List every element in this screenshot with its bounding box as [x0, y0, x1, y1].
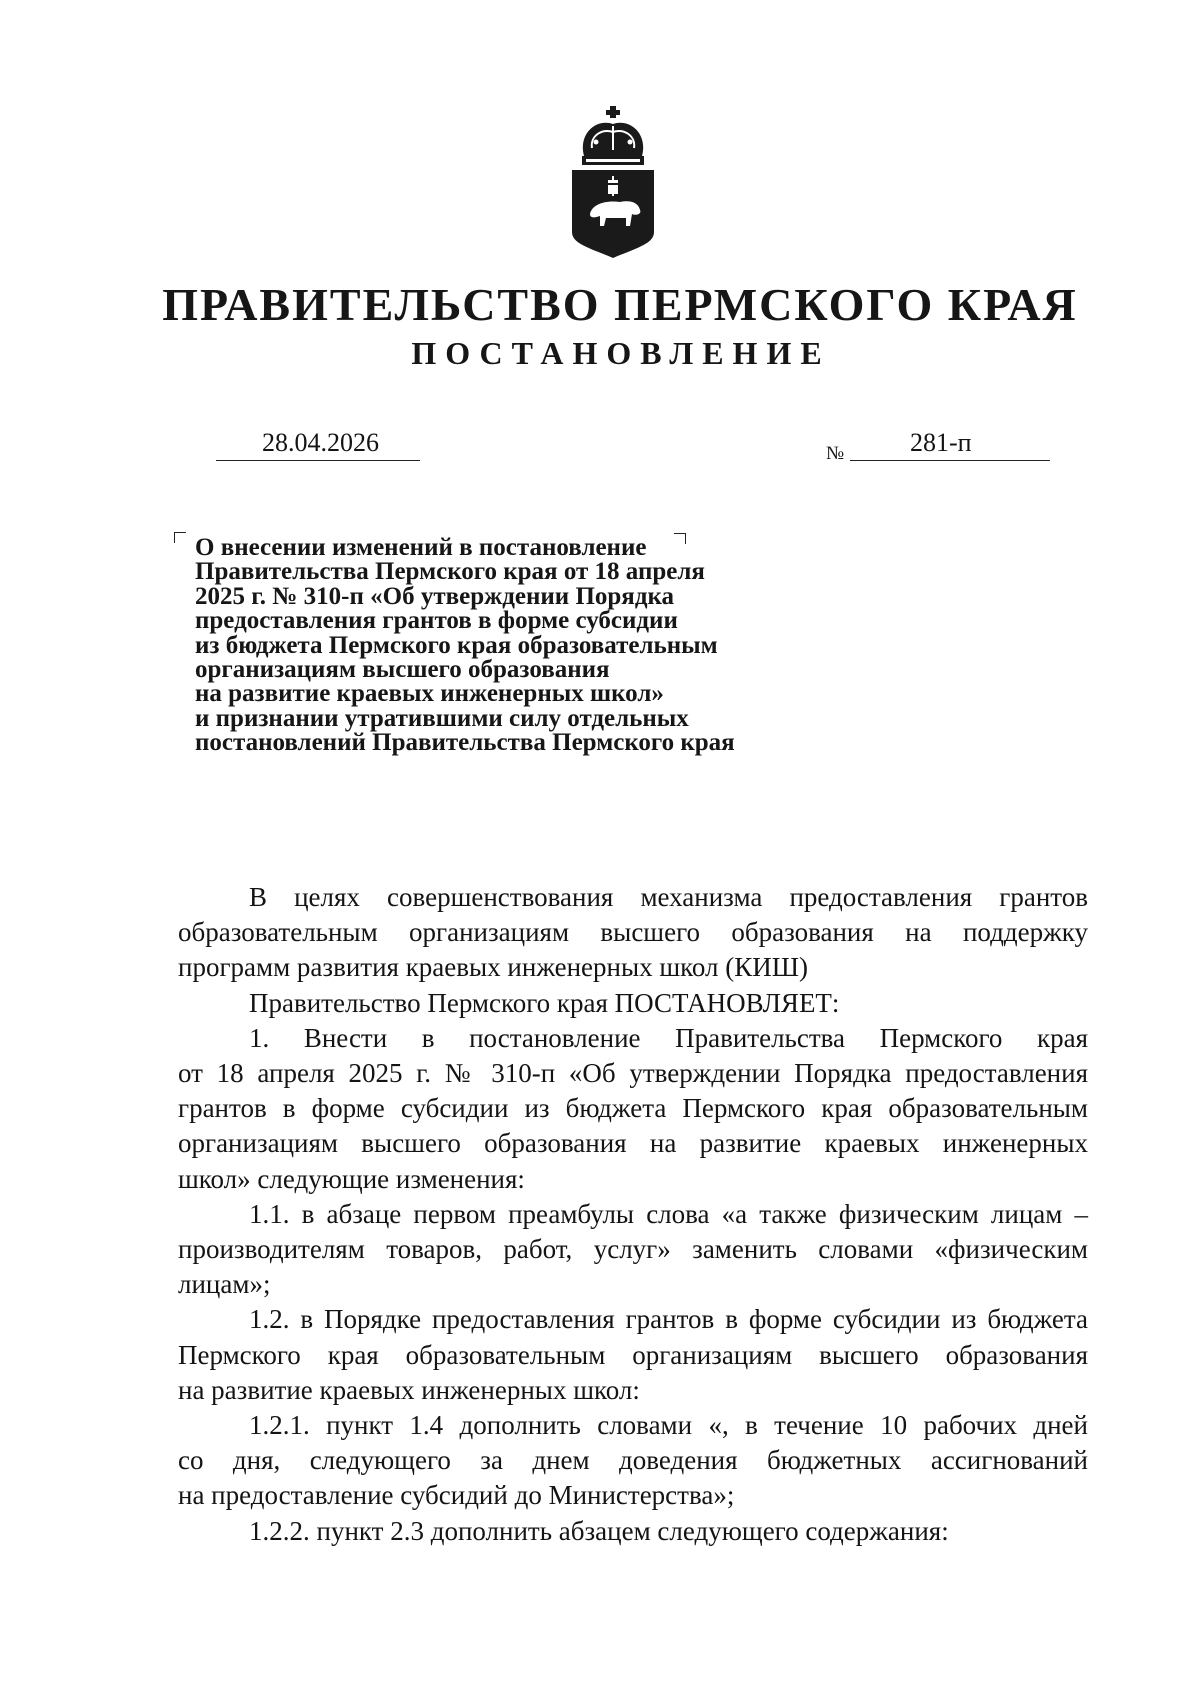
body-line: 1.2.2. пункт 2.3 дополнить абзацем следующего содержания:	[249, 1515, 949, 1546]
body-line: программ развития краевых инженерных школ (КИШ)	[178, 952, 809, 983]
subject-line: предоставления грантов в форме субсидии	[195, 607, 678, 635]
subject-line: Правительства Пермского края от 18 апреля	[195, 558, 705, 586]
body-line: 1.1. в абзаце первом преамбулы слова «а также физическим лицам –	[249, 1198, 1088, 1229]
number-sign: №	[826, 443, 845, 464]
document-number: 281-п	[910, 428, 972, 457]
subject-line: организациям высшего образования	[195, 656, 610, 684]
body-line: на предоставление субсидий до Министерства»;	[178, 1480, 735, 1511]
body-line: от 18 апреля 2025 г. № 310-п «Об утверждении Порядка предоставления	[178, 1058, 1088, 1089]
body-line: 1. Внести в постановление Правительства Пермского края	[249, 1022, 1088, 1053]
body-line: В целях совершенствования механизма предоставления грантов	[249, 882, 1088, 912]
body-line: образовательным организациям высшего образования на поддержку	[178, 917, 1088, 948]
body-line: со дня, следующего за днем доведения бюджетных ассигнований	[178, 1445, 1088, 1476]
body-line: 1.2. в Порядке предоставления грантов в форме субсидии из бюджета	[249, 1304, 1088, 1335]
subject-corner-left	[174, 532, 186, 543]
body-line: школ» следующие изменения:	[178, 1163, 525, 1194]
document-date: 28.04.2026	[262, 428, 379, 457]
subject-line: постановлений Правительства Пермского края	[195, 729, 735, 757]
body-line: 1.2.1. пункт 1.4 дополнить словами «, в течение 10 рабочих дней	[249, 1410, 1088, 1441]
subject-line: из бюджета Пермского края образовательным	[195, 631, 718, 659]
subject-line: 2025 г. № 310-п «Об утверждении Порядка	[195, 582, 674, 610]
organization-title: ПРАВИТЕЛЬСТВО ПЕРМСКОГО КРАЯ	[162, 279, 1078, 330]
subject-line: на развитие краевых инженерных школ»	[195, 680, 664, 708]
perm-krai-coat-of-arms-icon	[566, 104, 660, 259]
resolves-line: Правительство Пермского края ПОСТАНОВЛЯЕТ:	[249, 987, 840, 1018]
body-line: на развитие краевых инженерных школ:	[178, 1374, 640, 1405]
body-line: грантов в форме субсидии из бюджета Пермского края образовательным	[178, 1093, 1088, 1124]
subject-line: О внесении изменений в постановление	[195, 534, 647, 561]
document-type: ПОСТАНОВЛЕНИЕ	[411, 335, 831, 371]
document-subject	[195, 536, 835, 756]
document-body	[178, 880, 1088, 1549]
subject-line: и признании утратившими силу отдельных	[195, 704, 689, 732]
body-line: производителям товаров, работ, услуг» заменить словами «физическим	[178, 1234, 1088, 1265]
body-line: лицам»;	[178, 1269, 271, 1300]
body-line: Пермского края образовательным организациям высшего образования	[178, 1339, 1088, 1370]
body-line: организациям высшего образования на развитие краевых инженерных	[178, 1128, 1088, 1159]
